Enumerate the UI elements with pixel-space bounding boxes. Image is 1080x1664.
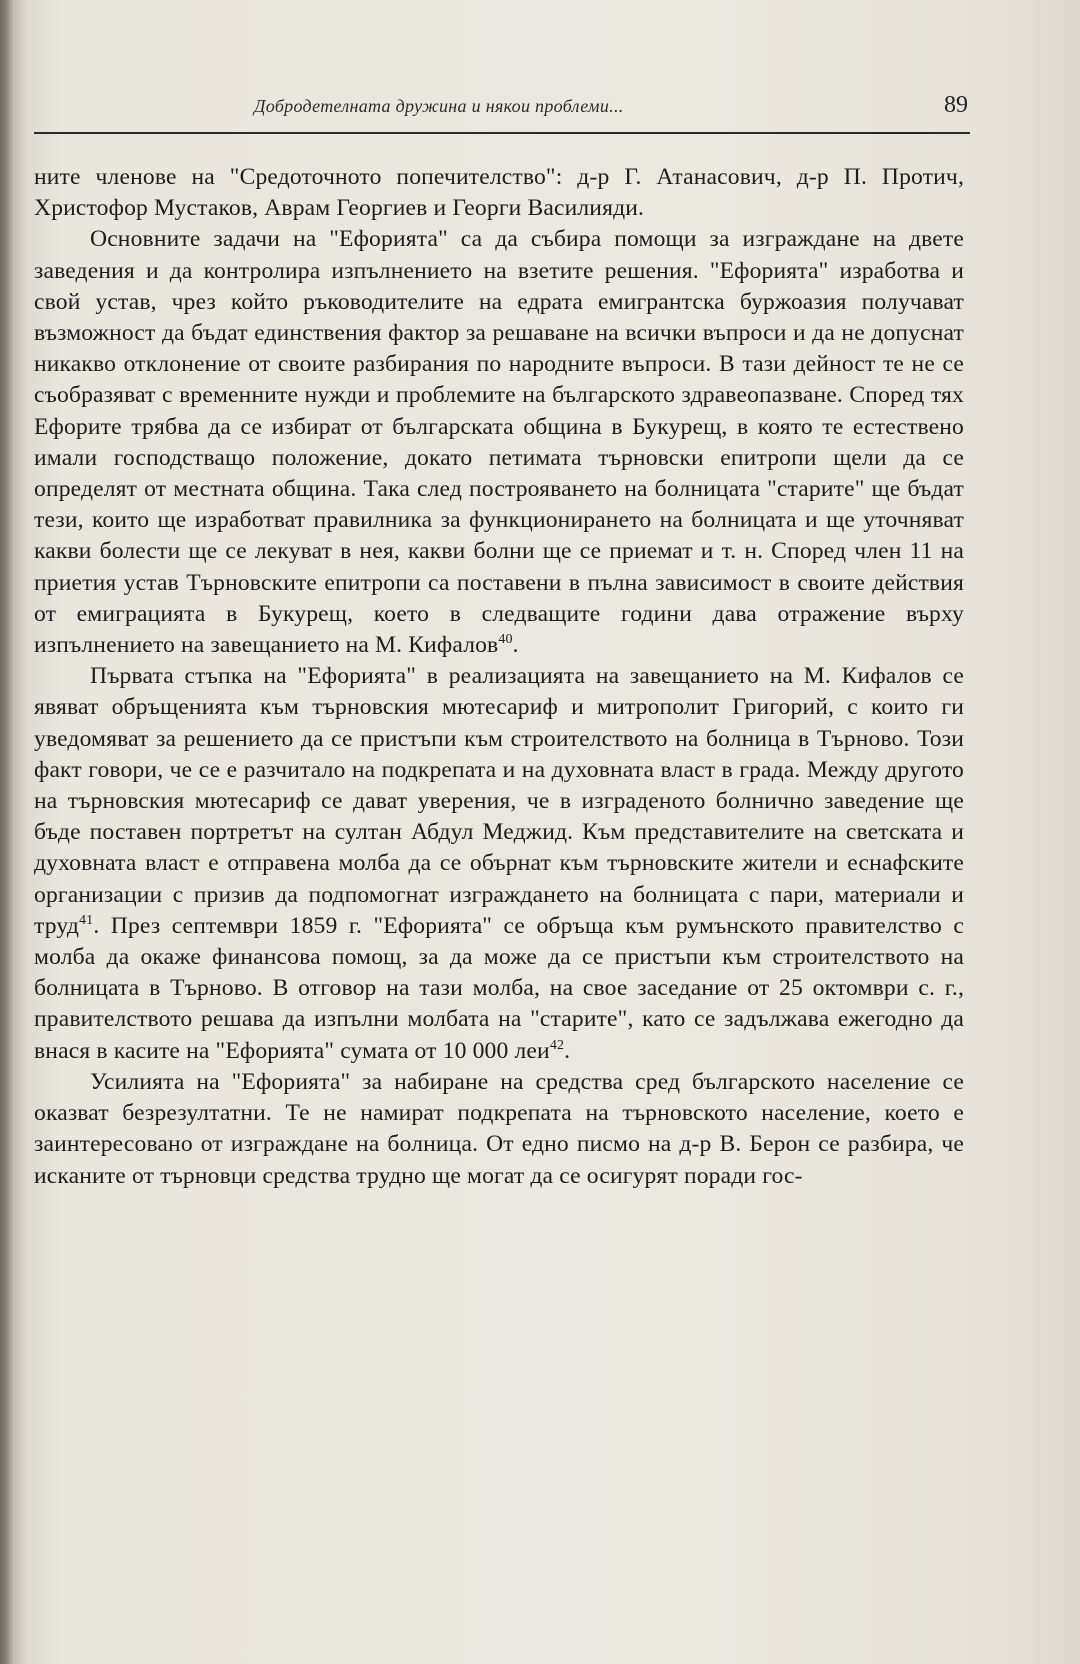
page-header bbox=[34, 92, 970, 134]
paragraph-text: Първата стъпка на "Ефорията" в реализацията на завещанието на М. Кифалов се явяват обръщенията към търновския мютесариф и митрополит Григорий, с които ги уведомяват за решението да се пристъпи към строителството на болница в Търново. Този факт говори, че се е разчитало на подкрепата и на духовната власт в града. Между другото на търновския мютесариф се дават уверения, че в изграденото болнично заведение ще бъде поставен портретът на султан Абдул Меджид. Към представителите на светската и духовната власт е отправена молба да се обърнат към търновските жители и еснафските организации с призив да подпомогнат изграждането на болницата с пари, материали и труд bbox=[34, 663, 964, 939]
running-title: Добродетелната дружина и някои проблеми... bbox=[254, 96, 624, 116]
paragraph-3 bbox=[34, 661, 964, 1067]
paragraph-1 bbox=[34, 162, 964, 224]
spine-shadow bbox=[0, 0, 14, 1664]
footnote-ref-41: 41 bbox=[79, 913, 94, 929]
paragraph-text: Усилията на "Ефорията" за набиране на средства сред българското население се оказват безрезултатни. Те не намират подкрепата на търновското население, което е заинтересовано от изграждане на болница. От едно писмо на д-р В. Берон се разбира, че исканите от търновци средства трудно ще могат да се осигурят поради гос- bbox=[34, 1068, 964, 1189]
paragraph-text: ните членове на "Средоточното попечителство": д-р Г. Атанасович, д-р П. Протич, Христофор Мустаков, Аврам Георгиев и Георги Василияди. bbox=[34, 164, 964, 222]
footnote-ref-42: 42 bbox=[549, 1037, 565, 1053]
paragraph-text: . bbox=[564, 1037, 571, 1064]
paragraph-text: Основните задачи на "Ефорията" са да събира помощи за изграждане на двете заведения и да контролира изпълнението на взетите решения. "Ефорията" изработва и свой устав, чрез който ръководителите на едрата емигрантска буржоазия получават възможност да бъдат единствения фактор за решаване на всички въпроси и да не допуснат никакво отклонение от своите разбирания по народните въпроси. В тази дейност те не се съобразяват с временните нужди и проблемите на българското здравеопазване. Според тях Ефорите трябва да се избират от българската община в Букурещ, в която те естествено имали господстващо положение, докато петимата търновски епитропи щели да се определят от местната община. Така след построяването на болницата "старите" ще бъдат тези, които ще изработват правилника за функционирането на болницата и ще уточняват какви болести ще се лекуват в нея, какви болни ще се приемат и т. н. Според член 11 на приетия устав Търновските епитропи са поставени в пълна зависимост в своите действия от емиграцията в Букурещ, което в следващите години дава отражение върху изпълнението на завещанието на М. Кифалов bbox=[34, 226, 964, 659]
paragraph-2 bbox=[34, 224, 964, 661]
page-number: 89 bbox=[944, 92, 968, 118]
paragraph-4 bbox=[34, 1067, 964, 1192]
body-text bbox=[34, 162, 964, 1192]
paragraph-text: . През септември 1859 г. "Ефорията" се обръща към румънското правителство с молба да окаже финансова помощ, за да може да се пристъпи към строителството на болницата в Търново. В отговор на тази молба, на свое заседание от 25 октомври с. г., правителството решава да изпълни молбата на "старите", като се задължава ежегодно да внася в касите на "Ефорията" сумата от 10 000 леи bbox=[34, 912, 964, 1064]
paragraph-text: . bbox=[512, 632, 519, 659]
footnote-ref-40: 40 bbox=[498, 632, 513, 648]
